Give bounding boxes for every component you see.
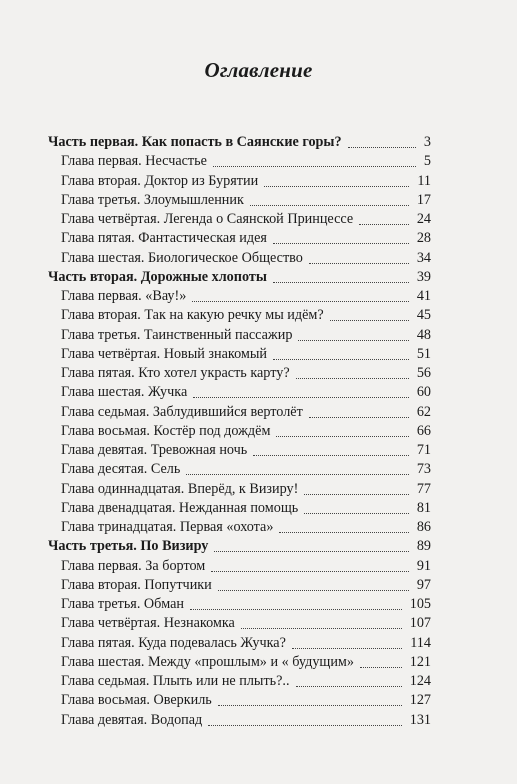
chapter-title: Глава вторая. Доктор из Бурятии: [61, 172, 259, 189]
chapter-title: Глава девятая. Тревожная ночь: [61, 442, 248, 458]
dot-leader: [359, 224, 409, 225]
dot-leader: [292, 648, 402, 649]
chapter-title: Глава девятая. Водопад: [61, 711, 203, 728]
toc-part-entry: [48, 537, 431, 556]
toc-chapter-entry: [48, 672, 431, 691]
dot-leader: [218, 705, 402, 706]
page-number: 51: [416, 345, 431, 362]
chapter-title: Глава тринадцатая. Первая «охота»: [61, 519, 274, 535]
dot-leader: [192, 301, 409, 302]
chapter-title: Глава пятая. Кто хотел украсть карту?: [61, 365, 290, 381]
toc-chapter-entry: [48, 441, 431, 460]
dot-leader: [213, 166, 416, 167]
chapter-title: Глава седьмая. Заблудившийся вертолёт: [61, 403, 303, 420]
toc-chapter-entry: [48, 653, 431, 672]
toc-chapter-entry: [48, 595, 431, 614]
dot-leader: [330, 320, 409, 321]
chapter-title: Глава одиннадцатая. Вперёд, к Визиру!: [61, 480, 299, 497]
page-number: 105: [409, 596, 431, 612]
chapter-title: Глава шестая. Между «прошлым» и « будущим»: [61, 653, 355, 670]
dot-leader: [273, 243, 409, 244]
toc-chapter-entry: [48, 422, 431, 441]
toc-chapter-entry: [48, 480, 431, 499]
page-number: 5: [423, 153, 431, 170]
dot-leader: [250, 205, 409, 206]
page-number: 121: [409, 653, 431, 670]
page-number: 39: [416, 268, 431, 285]
toc-chapter-entry: [48, 326, 431, 345]
page-number: 17: [416, 191, 431, 208]
toc-chapter-entry: [48, 576, 431, 595]
dot-leader: [218, 590, 409, 591]
chapter-title: Глава двенадцатая. Нежданная помощь: [61, 499, 299, 516]
toc-chapter-entry: [48, 518, 431, 537]
page-number: 77: [416, 480, 431, 497]
dot-leader: [304, 494, 409, 495]
dot-leader: [208, 725, 402, 726]
chapter-title: Глава восьмая. Костёр под дождём: [61, 422, 271, 439]
page-title: Оглавление: [204, 58, 313, 82]
page-number: 24: [416, 211, 431, 227]
dot-leader: [304, 513, 409, 514]
toc-chapter-entry: [48, 345, 431, 364]
toc-chapter-entry: [48, 364, 431, 383]
chapter-title: Глава вторая. Так на какую речку мы идём?: [61, 307, 324, 324]
page-number: 71: [416, 442, 431, 458]
page-number: 131: [409, 711, 431, 728]
dot-leader: [273, 359, 409, 360]
page-number: 97: [416, 576, 431, 593]
dot-leader: [211, 571, 409, 572]
toc-chapter-entry: [48, 191, 431, 210]
page-number: 60: [416, 384, 431, 401]
page-number: 11: [417, 172, 431, 189]
toc-chapter-entry: [48, 172, 431, 191]
dot-leader: [253, 455, 409, 456]
chapter-title: Глава восьмая. Оверкиль: [61, 692, 212, 709]
page-number: 107: [409, 615, 431, 632]
chapter-title: Глава первая. За бортом: [61, 557, 206, 574]
toc-chapter-entry: [48, 210, 431, 229]
page-number: 41: [416, 288, 431, 304]
toc-part-entry: [48, 133, 431, 152]
page-number: 66: [416, 422, 431, 439]
page-number: 81: [416, 499, 431, 516]
dot-leader: [190, 609, 402, 610]
part-title: Часть первая. Как попасть в Саянские горы?: [48, 134, 342, 150]
toc-chapter-entry: [48, 711, 431, 730]
chapter-title: Глава вторая. Попутчики: [61, 576, 212, 593]
dot-leader: [279, 532, 409, 533]
toc-chapter-entry: [48, 614, 431, 633]
page-number: 28: [416, 230, 431, 247]
chapter-title: Глава третья. Злоумышленник: [61, 191, 244, 208]
toc-chapter-entry: [48, 691, 431, 710]
dot-leader: [309, 263, 409, 264]
dot-leader: [309, 417, 409, 418]
part-title: Часть вторая. Дорожные хлопоты: [48, 268, 267, 285]
chapter-title: Глава первая. «Вау!»: [61, 288, 187, 304]
dot-leader: [348, 147, 416, 148]
dot-leader: [186, 474, 409, 475]
table-of-contents: [48, 133, 431, 730]
toc-chapter-entry: [48, 499, 431, 518]
chapter-title: Глава третья. Таинственный пассажир: [61, 326, 293, 343]
chapter-title: Глава четвёртая. Новый знакомый: [61, 345, 267, 362]
dot-leader: [214, 551, 409, 552]
dot-leader: [193, 397, 409, 398]
chapter-title: Глава пятая. Куда подевалась Жучка?: [61, 634, 286, 651]
toc-chapter-entry: [48, 306, 431, 325]
page-number: 91: [416, 557, 431, 574]
page-number: 48: [416, 326, 431, 343]
dot-leader: [296, 378, 409, 379]
toc-chapter-entry: [48, 557, 431, 576]
chapter-title: Глава шестая. Биологическое Общество: [61, 249, 303, 266]
toc-chapter-entry: [48, 634, 431, 653]
toc-chapter-entry: [48, 229, 431, 248]
toc-chapter-entry: [48, 403, 431, 422]
dot-leader: [360, 667, 402, 668]
page-number: 62: [416, 403, 431, 420]
page-number: 114: [410, 634, 431, 651]
page-number: 127: [409, 692, 431, 709]
page-number: 86: [416, 519, 431, 535]
toc-chapter-entry: [48, 249, 431, 268]
toc-part-entry: [48, 268, 431, 287]
chapter-title: Глава третья. Обман: [61, 596, 185, 612]
page-number: 45: [416, 307, 431, 324]
chapter-title: Глава четвёртая. Незнакомка: [61, 615, 235, 632]
page-number: 34: [416, 249, 431, 266]
dot-leader: [264, 186, 409, 187]
chapter-title: Глава первая. Несчастье: [61, 153, 207, 170]
page-number: 3: [423, 134, 431, 150]
chapter-title: Глава шестая. Жучка: [61, 384, 188, 401]
toc-chapter-entry: [48, 460, 431, 479]
dot-leader: [296, 686, 402, 687]
chapter-title: Глава четвёртая. Легенда о Саянской Принцессе: [61, 211, 354, 227]
dot-leader: [273, 282, 409, 283]
toc-chapter-entry: [48, 152, 431, 171]
dot-leader: [276, 436, 409, 437]
dot-leader: [298, 340, 409, 341]
page-number: 56: [416, 365, 431, 381]
chapter-title: Глава пятая. Фантастическая идея: [61, 230, 267, 247]
chapter-title: Глава седьмая. Плыть или не плыть?..: [61, 673, 290, 689]
page-number: 73: [416, 461, 431, 478]
page-number: 89: [416, 538, 431, 555]
toc-chapter-entry: [48, 383, 431, 402]
chapter-title: Глава десятая. Сель: [61, 461, 181, 478]
page-number: 124: [409, 673, 431, 689]
dot-leader: [241, 628, 402, 629]
part-title: Часть третья. По Визиру: [48, 538, 209, 555]
toc-chapter-entry: [48, 287, 431, 306]
